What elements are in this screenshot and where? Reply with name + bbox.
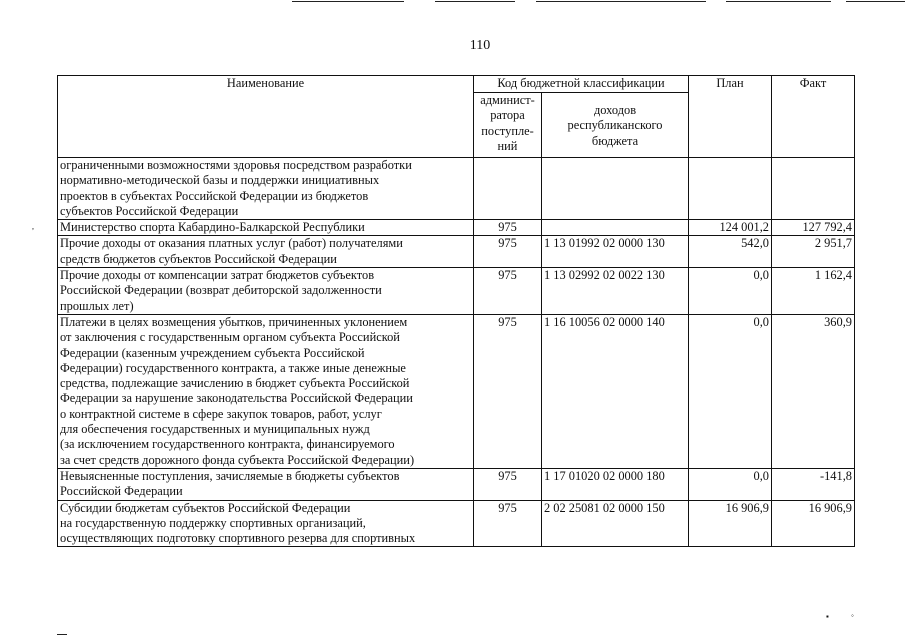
row-fact: 1 162,4 <box>772 268 855 315</box>
scan-edge-line <box>536 1 706 2</box>
row-name-line: Прочие доходы от компенсации затрат бюджетов субъектов <box>60 268 375 283</box>
budget-table <box>57 75 855 547</box>
row-income-code: 2 02 25081 02 0000 150 <box>542 500 689 547</box>
table-row <box>58 220 855 236</box>
table-row <box>58 468 855 500</box>
header-admin-line: админист- <box>480 93 535 107</box>
table-row <box>58 158 855 220</box>
row-name-line: Субсидии бюджетам субъектов Российской Федерации <box>60 500 351 515</box>
scan-speck: ▪ <box>826 612 829 621</box>
row-plan <box>689 158 772 220</box>
row-plan: 124 001,2 <box>689 220 772 236</box>
row-plan: 0,0 <box>689 314 772 468</box>
scan-edge-line <box>726 1 831 2</box>
row-name <box>58 468 474 500</box>
header-income-line: бюджета <box>591 133 639 148</box>
row-name-line: Министерство спорта Кабардино-Балкарской Республики <box>60 220 365 235</box>
table-body <box>58 158 855 547</box>
row-name-line: на государственную поддержку спортивных организаций, <box>60 515 366 530</box>
header-code-group: Код бюджетной классификации <box>474 76 689 93</box>
row-fact: 127 792,4 <box>772 220 855 236</box>
row-name <box>58 220 474 236</box>
row-plan: 16 906,9 <box>689 500 772 547</box>
row-name-line: проектов в субъектах Российской Федерации из бюджетов <box>60 188 369 203</box>
row-name <box>58 236 474 268</box>
scan-speck: , <box>32 222 34 231</box>
row-name-line: средства, подлежащие зачислению в бюджет субъекта Российской <box>60 376 410 391</box>
scan-edge-line <box>57 634 67 635</box>
table-row <box>58 500 855 547</box>
row-name <box>58 500 474 547</box>
scan-edge-line <box>846 1 905 2</box>
row-name-line: прошлых лет) <box>60 298 134 313</box>
header-name: Наименование <box>58 76 474 158</box>
row-admin-code: 975 <box>474 268 542 315</box>
row-plan: 0,0 <box>689 468 772 500</box>
row-name-line: осуществляющих подготовку спортивного резерва для спортивных <box>60 531 416 546</box>
row-income-code: 1 17 01020 02 0000 180 <box>542 468 689 500</box>
row-fact: 2 951,7 <box>772 236 855 268</box>
row-name-line: Прочие доходы от оказания платных услуг (работ) получателями <box>60 236 403 251</box>
header-income-line: республиканского <box>567 118 663 133</box>
scan-edge-line <box>292 1 404 2</box>
table-row <box>58 268 855 315</box>
header-fact: Факт <box>772 76 855 158</box>
header-plan: План <box>689 76 772 158</box>
row-admin-code: 975 <box>474 220 542 236</box>
table-row <box>58 236 855 268</box>
row-name-line: от заключения с государственным органом субъекта Российской <box>60 330 400 345</box>
row-income-code: 1 13 01992 02 0000 130 <box>542 236 689 268</box>
header-admin-line: ратора <box>490 108 525 123</box>
row-name-line: о контрактной системе в сфере закупок товаров, работ, услуг <box>60 406 382 421</box>
row-plan: 542,0 <box>689 236 772 268</box>
row-name <box>58 268 474 315</box>
row-name-line: средств бюджетов субъектов Российской Федерации <box>60 251 337 266</box>
row-name-line: нормативно-методической базы и поддержки инициативных <box>60 173 380 188</box>
row-name <box>58 158 474 220</box>
row-name-line: Невыясненные поступления, зачисляемые в бюджеты субъектов <box>60 468 400 483</box>
row-income-code <box>542 220 689 236</box>
row-admin-code <box>474 158 542 220</box>
scan-edge-line <box>435 1 515 2</box>
row-name-line: Федерации (казенным учреждением субъекта Российской <box>60 345 365 360</box>
row-name-line: Федерации) государственного контракта, а также иные денежные <box>60 360 406 375</box>
header-income <box>542 93 689 158</box>
row-plan: 0,0 <box>689 268 772 315</box>
row-admin-code: 975 <box>474 500 542 547</box>
table-row <box>58 314 855 468</box>
header-income-line: доходов <box>593 103 637 117</box>
row-name-line: (за исключением государственного контракта, финансируемого <box>60 437 395 452</box>
row-name-line: субъектов Российской Федерации <box>60 203 239 218</box>
header-admin-line: поступле- <box>481 123 534 138</box>
row-name-line: для обеспечения государственных и муниципальных нужд <box>60 422 370 437</box>
row-name-line: Российской Федерации <box>60 484 183 499</box>
row-name-line: Российской Федерации (возврат дебиторской задолженности <box>60 283 382 298</box>
row-fact <box>772 158 855 220</box>
row-admin-code: 975 <box>474 468 542 500</box>
header-admin <box>474 93 542 158</box>
scan-speck: ◦ <box>851 611 854 620</box>
row-income-code: 1 16 10056 02 0000 140 <box>542 314 689 468</box>
page-number: 110 <box>469 38 491 53</box>
header-admin-line: ний <box>497 138 518 153</box>
row-name-line: Федерации за нарушение законодательства Российской Федерации <box>60 391 413 406</box>
row-admin-code: 975 <box>474 314 542 468</box>
row-admin-code: 975 <box>474 236 542 268</box>
row-income-code: 1 13 02992 02 0022 130 <box>542 268 689 315</box>
table-header <box>58 76 855 158</box>
row-name <box>58 314 474 468</box>
row-name-line: ограниченными возможностями здоровья посредством разработки <box>60 158 412 172</box>
row-income-code <box>542 158 689 220</box>
row-fact: -141,8 <box>772 468 855 500</box>
row-name-line: Платежи в целях возмещения убытков, причиненных уклонением <box>60 314 408 329</box>
row-fact: 16 906,9 <box>772 500 855 547</box>
row-name-line: за счет средств дорожного фонда субъекта Российской Федерации) <box>60 452 415 467</box>
row-fact: 360,9 <box>772 314 855 468</box>
